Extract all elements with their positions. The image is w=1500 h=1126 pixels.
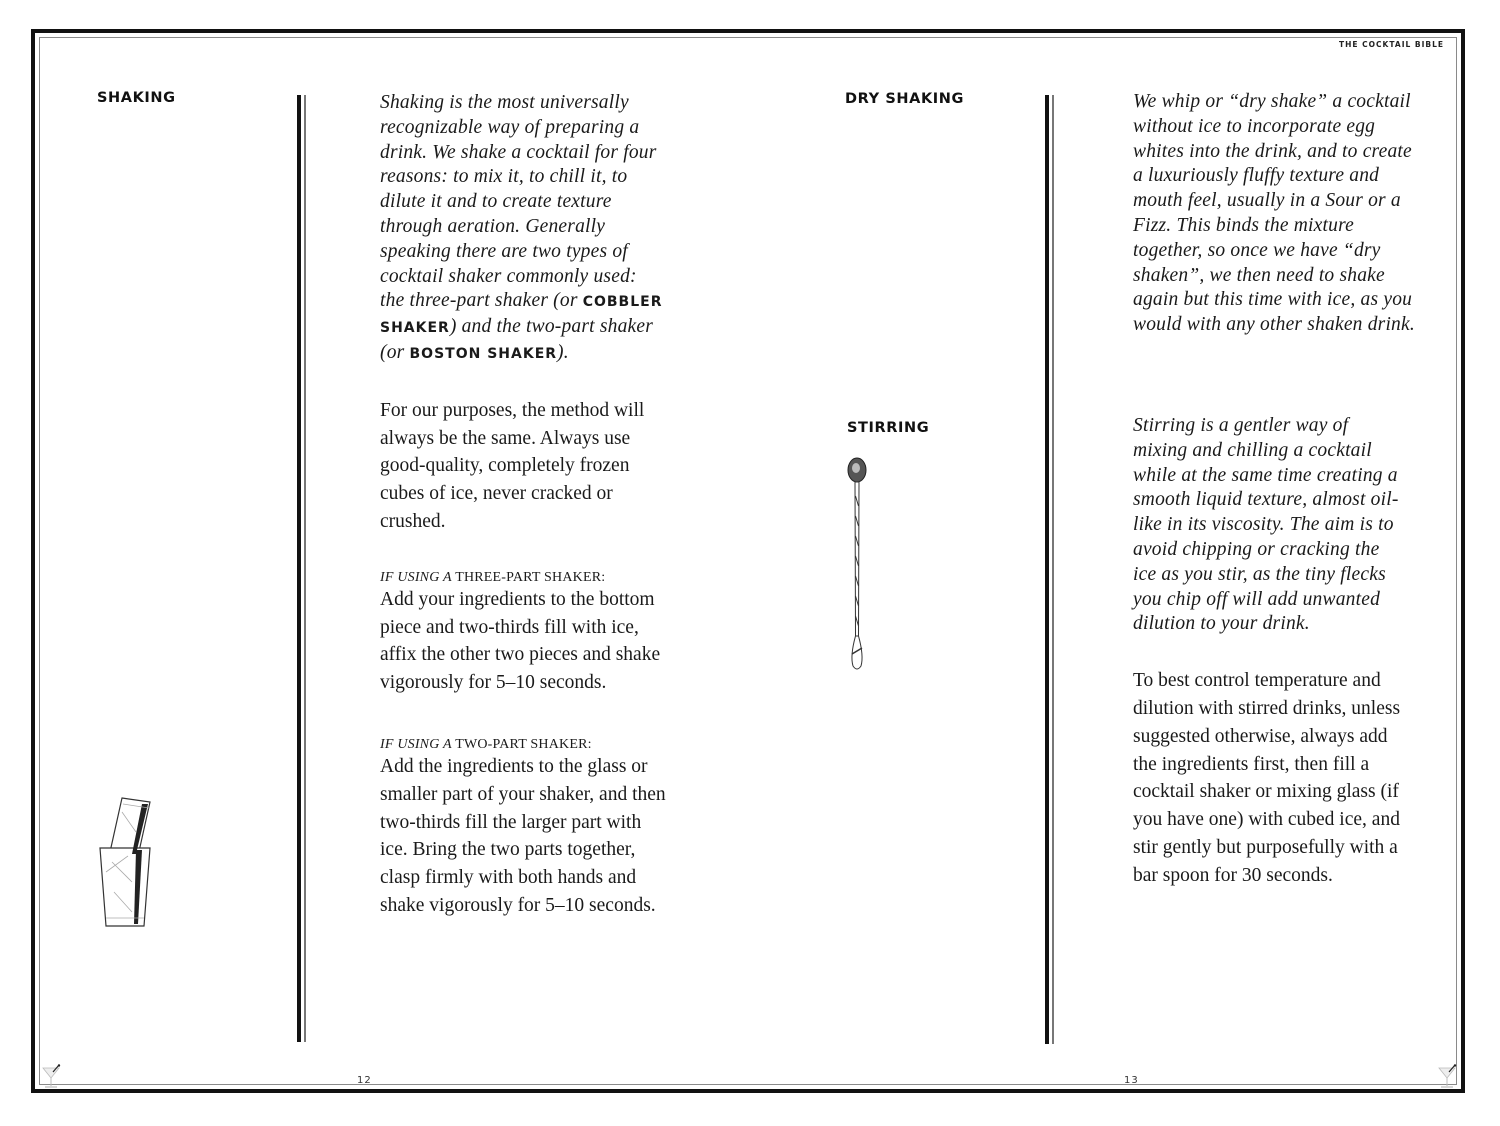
- martini-glass-icon: [1437, 1064, 1459, 1090]
- boston-shaker-term: BOSTON SHAKER: [409, 345, 558, 362]
- left-text-column: [380, 91, 670, 920]
- martini-glass-icon: [41, 1064, 63, 1090]
- boston-shaker-icon: [92, 792, 162, 934]
- running-head: THE COCKTAIL BIBLE: [1339, 40, 1444, 49]
- page-number-left: 12: [357, 1075, 372, 1086]
- shaking-intro: [380, 91, 664, 367]
- two-part-label-caps: TWO-PART SHAKER:: [455, 736, 592, 752]
- cobbler-shaker-term: COBBLER SHAKER: [380, 294, 663, 337]
- intro-text-2: ) and the two-part shaker (or: [380, 316, 654, 363]
- bar-spoon-icon: [843, 456, 873, 674]
- two-part-text: Add the ingredients to the glass or smaller part of your shaker, and then two-thirds fill the larger part with ice. Bring the two parts together, clasp firmly with both hands and shake vigorously for 5–10 seconds.: [380, 755, 666, 916]
- column-rule-left-thick: [297, 95, 301, 1042]
- right-text-column-top: [1133, 90, 1418, 338]
- stirring-method: To best control temperature and dilution with stirred drinks, unless suggested otherwise, always add the ingredients first, then fill a cocktail shaker or mixing glass (if you have one) with cubed ice, and stir gently but purposefully with a bar spoon for 30 seconds.: [1133, 670, 1401, 886]
- intro-text-1: Shaking is the most universally recognizable way of preparing a drink. We shake a cocktail for four reasons: to mix it, to chill it, to dilute it and to create texture through aeration. Generally speaking there are two types of cocktail shaker commonly used: the three-part shaker (or: [380, 92, 657, 312]
- two-part-label-italic: IF USING A: [380, 736, 452, 752]
- three-part-text: Add your ingredients to the bottom piece and two-thirds fill with ice, affix the other two pieces and shake vigorously for 5–10 seconds.: [380, 588, 661, 694]
- column-rule-left-thin: [304, 95, 306, 1042]
- column-rule-right-thin: [1052, 95, 1054, 1044]
- three-part-label: [380, 570, 670, 586]
- heading-dry-shaking: DRY SHAKING: [845, 91, 965, 107]
- three-part-label-caps: THREE-PART SHAKER:: [455, 569, 606, 585]
- dry-shaking-text: We whip or “dry shake” a cocktail without ice to incorporate egg whites into the drink, and to create a luxuriously fluffy texture and mouth feel, usually in a Sour or a Fizz. This binds the mixture together, so once we have “dry shaken”, we then need to shake again but this time with ice, as you would with any other shaken drink.: [1133, 91, 1415, 336]
- heading-shaking: SHAKING: [97, 90, 176, 106]
- right-text-column-bottom: [1133, 414, 1418, 890]
- three-part-label-italic: IF USING A: [380, 569, 452, 585]
- stirring-intro: Stirring is a gentler way of mixing and chilling a cocktail while at the same time creating a smooth liquid texture, almost oil-like in its viscosity. The aim is to avoid chipping or cracking the ice as you stir, as the tiny flecks you chip off will add unwanted dilution to your drink.: [1133, 415, 1399, 635]
- column-rule-right-thick: [1045, 95, 1049, 1044]
- heading-stirring: STIRRING: [847, 420, 930, 436]
- two-part-label: [380, 737, 670, 753]
- intro-text-3: ).: [557, 341, 569, 363]
- page-number-right: 13: [1124, 1075, 1139, 1086]
- method-paragraph: For our purposes, the method will always be the same. Always use good-quality, completely frozen cubes of ice, never cracked or crushed.: [380, 399, 645, 532]
